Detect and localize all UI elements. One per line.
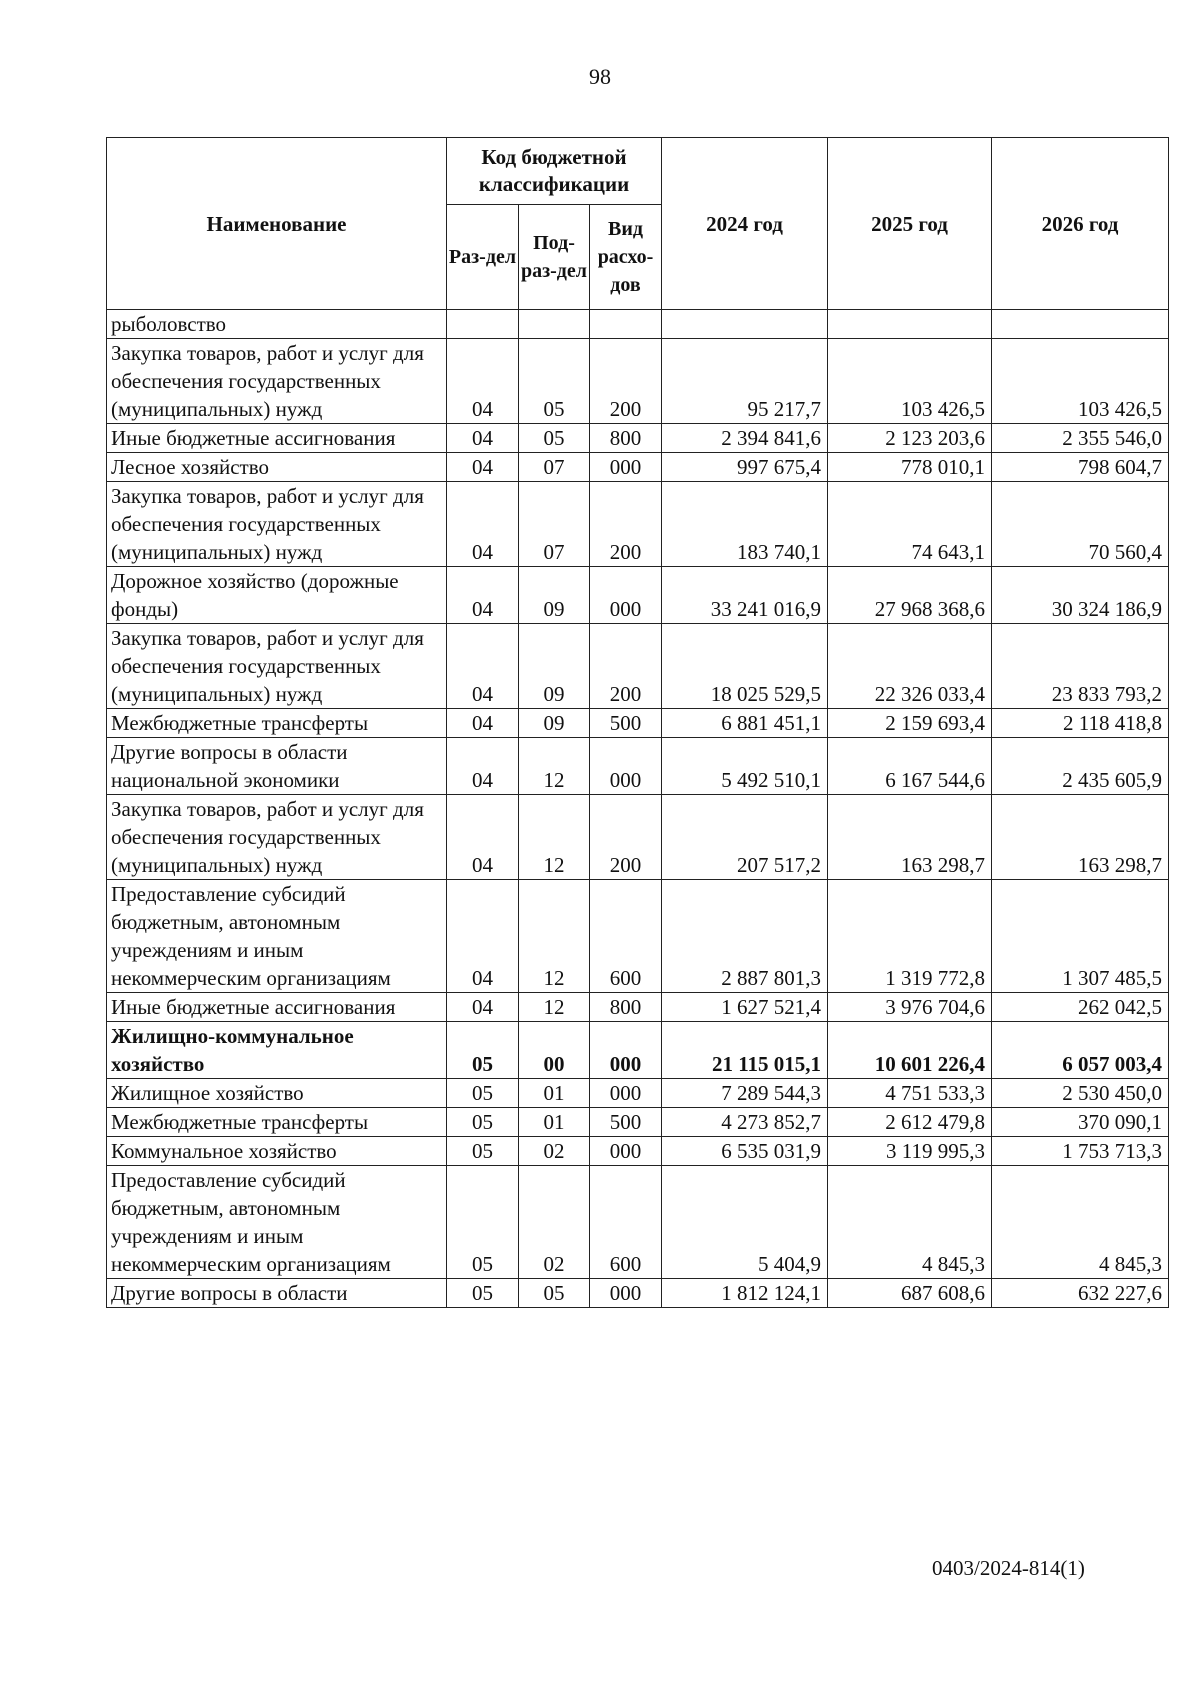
header-2026: 2026 год	[992, 138, 1169, 310]
table-row	[107, 709, 1169, 738]
row-value-2025: 10 601 226,4	[828, 1022, 992, 1079]
row-value-2026: 1 307 485,5	[992, 880, 1169, 993]
row-name: Закупка товаров, работ и услуг для обеспечения государственных (муниципальных) нужд	[107, 482, 447, 567]
row-vid: 000	[590, 1279, 662, 1308]
row-value-2026: 30 324 186,9	[992, 567, 1169, 624]
row-value-2025: 778 010,1	[828, 453, 992, 482]
row-razdel: 05	[447, 1279, 519, 1308]
row-value-2026: 6 057 003,4	[992, 1022, 1169, 1079]
row-value-2025: 4 845,3	[828, 1166, 992, 1279]
table-row	[107, 1022, 1169, 1079]
row-value-2026: 2 530 450,0	[992, 1079, 1169, 1108]
row-podrazdel	[519, 310, 590, 339]
row-name: Предоставление субсидий бюджетным, автономным учреждениям и иным некоммерческим организациям	[107, 880, 447, 993]
row-razdel: 05	[447, 1137, 519, 1166]
row-vid: 200	[590, 795, 662, 880]
header-podrazdel: Под-раз-дел	[519, 205, 590, 310]
row-value-2026: 262 042,5	[992, 993, 1169, 1022]
row-podrazdel: 12	[519, 993, 590, 1022]
table-row	[107, 1079, 1169, 1108]
row-vid: 200	[590, 482, 662, 567]
row-value-2026: 163 298,7	[992, 795, 1169, 880]
row-vid: 500	[590, 709, 662, 738]
row-razdel	[447, 310, 519, 339]
row-podrazdel: 01	[519, 1108, 590, 1137]
row-value-2025	[828, 310, 992, 339]
header-2024: 2024 год	[662, 138, 828, 310]
row-podrazdel: 02	[519, 1137, 590, 1166]
row-razdel: 05	[447, 1166, 519, 1279]
table-body	[107, 310, 1169, 1308]
table-row	[107, 1108, 1169, 1137]
row-vid: 000	[590, 1022, 662, 1079]
row-value-2024: 95 217,7	[662, 339, 828, 424]
row-vid: 500	[590, 1108, 662, 1137]
row-razdel: 04	[447, 795, 519, 880]
row-podrazdel: 05	[519, 1279, 590, 1308]
header-name: Наименование	[107, 138, 447, 310]
row-podrazdel: 12	[519, 880, 590, 993]
row-value-2025: 2 123 203,6	[828, 424, 992, 453]
row-podrazdel: 00	[519, 1022, 590, 1079]
row-value-2024: 1 812 124,1	[662, 1279, 828, 1308]
row-value-2024: 207 517,2	[662, 795, 828, 880]
row-razdel: 04	[447, 738, 519, 795]
page-number: 98	[589, 64, 611, 89]
row-podrazdel: 12	[519, 738, 590, 795]
row-value-2026: 4 845,3	[992, 1166, 1169, 1279]
table-row	[107, 310, 1169, 339]
row-name: Коммунальное хозяйство	[107, 1137, 447, 1166]
row-name: Межбюджетные трансферты	[107, 709, 447, 738]
table-row	[107, 1166, 1169, 1279]
row-razdel: 04	[447, 482, 519, 567]
row-name: Другие вопросы в области национальной экономики	[107, 738, 447, 795]
row-name: Предоставление субсидий бюджетным, автономным учреждениям и иным некоммерческим организациям	[107, 1166, 447, 1279]
row-name: Иные бюджетные ассигнования	[107, 993, 447, 1022]
row-value-2024: 1 627 521,4	[662, 993, 828, 1022]
table-row	[107, 424, 1169, 453]
row-name: Лесное хозяйство	[107, 453, 447, 482]
row-podrazdel: 02	[519, 1166, 590, 1279]
row-vid: 200	[590, 339, 662, 424]
row-value-2026: 632 227,6	[992, 1279, 1169, 1308]
row-name: Закупка товаров, работ и услуг для обеспечения государственных (муниципальных) нужд	[107, 795, 447, 880]
row-vid	[590, 310, 662, 339]
row-value-2024: 5 404,9	[662, 1166, 828, 1279]
row-razdel: 04	[447, 880, 519, 993]
row-podrazdel: 07	[519, 453, 590, 482]
table-row	[107, 738, 1169, 795]
row-value-2026	[992, 310, 1169, 339]
row-value-2024: 7 289 544,3	[662, 1079, 828, 1108]
row-name: Дорожное хозяйство (дорожные фонды)	[107, 567, 447, 624]
row-value-2026: 1 753 713,3	[992, 1137, 1169, 1166]
row-value-2026: 370 090,1	[992, 1108, 1169, 1137]
table-row	[107, 453, 1169, 482]
row-value-2025: 3 976 704,6	[828, 993, 992, 1022]
table-row	[107, 482, 1169, 567]
row-value-2025: 27 968 368,6	[828, 567, 992, 624]
row-razdel: 04	[447, 993, 519, 1022]
table-row	[107, 624, 1169, 709]
row-value-2025: 163 298,7	[828, 795, 992, 880]
header-razdel: Раз-дел	[447, 205, 519, 310]
row-vid: 200	[590, 624, 662, 709]
row-razdel: 04	[447, 709, 519, 738]
row-vid: 600	[590, 880, 662, 993]
row-value-2026: 103 426,5	[992, 339, 1169, 424]
document-code: 0403/2024-814(1)	[932, 1556, 1085, 1580]
row-vid: 800	[590, 424, 662, 453]
header-vid: Вид расхо-дов	[590, 205, 662, 310]
budget-table	[106, 137, 1169, 1308]
row-value-2025: 687 608,6	[828, 1279, 992, 1308]
row-value-2024: 5 492 510,1	[662, 738, 828, 795]
row-value-2025: 2 612 479,8	[828, 1108, 992, 1137]
row-razdel: 05	[447, 1022, 519, 1079]
row-value-2024: 6 881 451,1	[662, 709, 828, 738]
table-row	[107, 1279, 1169, 1308]
row-name: Иные бюджетные ассигнования	[107, 424, 447, 453]
row-vid: 800	[590, 993, 662, 1022]
row-value-2026: 23 833 793,2	[992, 624, 1169, 709]
row-value-2024: 33 241 016,9	[662, 567, 828, 624]
row-value-2025: 22 326 033,4	[828, 624, 992, 709]
row-name: Другие вопросы в области	[107, 1279, 447, 1308]
row-name: Межбюджетные трансферты	[107, 1108, 447, 1137]
row-razdel: 05	[447, 1108, 519, 1137]
row-value-2026: 2 435 605,9	[992, 738, 1169, 795]
row-value-2024: 2 887 801,3	[662, 880, 828, 993]
row-podrazdel: 09	[519, 567, 590, 624]
row-value-2025: 4 751 533,3	[828, 1079, 992, 1108]
header-code-group: Код бюджетной классификации	[447, 138, 662, 205]
row-vid: 000	[590, 567, 662, 624]
row-podrazdel: 09	[519, 624, 590, 709]
row-value-2025: 3 119 995,3	[828, 1137, 992, 1166]
row-value-2026: 798 604,7	[992, 453, 1169, 482]
row-podrazdel: 12	[519, 795, 590, 880]
row-value-2024: 21 115 015,1	[662, 1022, 828, 1079]
row-vid: 000	[590, 1079, 662, 1108]
row-razdel: 04	[447, 624, 519, 709]
row-vid: 000	[590, 738, 662, 795]
row-podrazdel: 09	[519, 709, 590, 738]
table-row	[107, 1137, 1169, 1166]
row-name: Закупка товаров, работ и услуг для обеспечения государственных (муниципальных) нужд	[107, 624, 447, 709]
row-value-2026: 2 118 418,8	[992, 709, 1169, 738]
row-value-2024: 6 535 031,9	[662, 1137, 828, 1166]
row-value-2024: 183 740,1	[662, 482, 828, 567]
row-vid: 000	[590, 453, 662, 482]
row-podrazdel: 05	[519, 339, 590, 424]
header-2025: 2025 год	[828, 138, 992, 310]
row-podrazdel: 01	[519, 1079, 590, 1108]
header-row	[107, 138, 1169, 205]
row-razdel: 04	[447, 339, 519, 424]
row-value-2025: 2 159 693,4	[828, 709, 992, 738]
row-value-2024: 18 025 529,5	[662, 624, 828, 709]
row-value-2025: 103 426,5	[828, 339, 992, 424]
table-row	[107, 795, 1169, 880]
table-row	[107, 339, 1169, 424]
row-podrazdel: 05	[519, 424, 590, 453]
row-value-2024	[662, 310, 828, 339]
row-value-2026: 70 560,4	[992, 482, 1169, 567]
row-name: Жилищно-коммунальное хозяйство	[107, 1022, 447, 1079]
row-name: Закупка товаров, работ и услуг для обеспечения государственных (муниципальных) нужд	[107, 339, 447, 424]
row-name: рыболовство	[107, 310, 447, 339]
row-value-2024: 4 273 852,7	[662, 1108, 828, 1137]
row-razdel: 04	[447, 424, 519, 453]
row-vid: 600	[590, 1166, 662, 1279]
row-value-2024: 997 675,4	[662, 453, 828, 482]
row-value-2026: 2 355 546,0	[992, 424, 1169, 453]
row-razdel: 04	[447, 567, 519, 624]
row-value-2025: 1 319 772,8	[828, 880, 992, 993]
row-razdel: 04	[447, 453, 519, 482]
table-row	[107, 993, 1169, 1022]
row-name: Жилищное хозяйство	[107, 1079, 447, 1108]
row-razdel: 05	[447, 1079, 519, 1108]
row-podrazdel: 07	[519, 482, 590, 567]
table-row	[107, 567, 1169, 624]
table-row	[107, 880, 1169, 993]
row-vid: 000	[590, 1137, 662, 1166]
row-value-2025: 6 167 544,6	[828, 738, 992, 795]
row-value-2024: 2 394 841,6	[662, 424, 828, 453]
row-value-2025: 74 643,1	[828, 482, 992, 567]
